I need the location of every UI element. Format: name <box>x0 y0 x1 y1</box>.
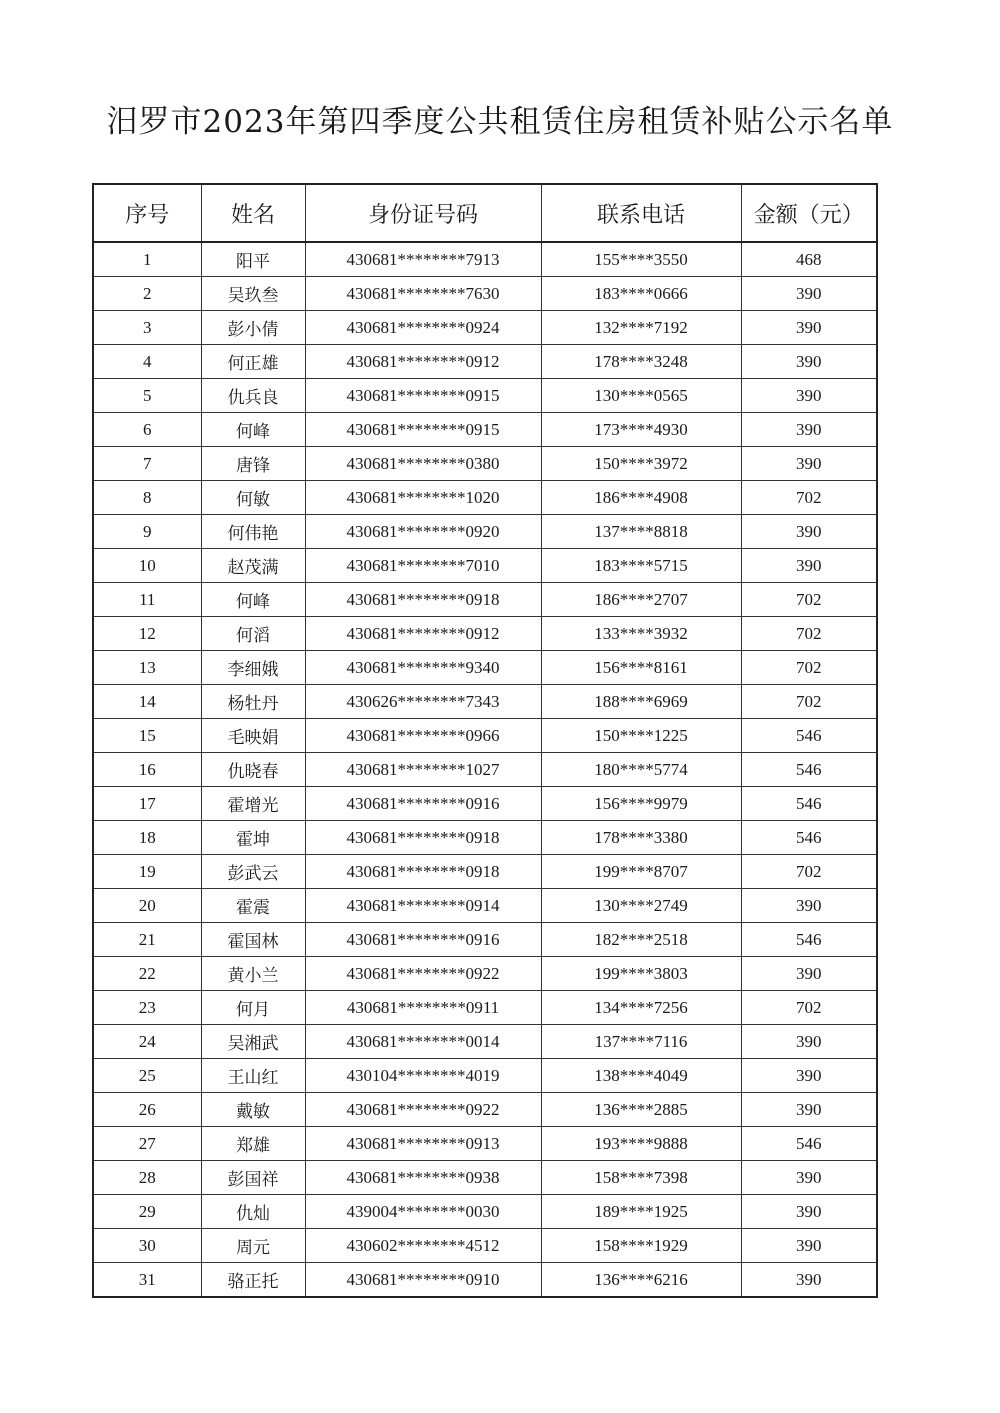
cell-id-number: 430681********0922 <box>305 957 541 991</box>
table-row <box>93 855 877 889</box>
cell-amount: 390 <box>741 515 877 549</box>
cell-name: 彭武云 <box>201 855 305 889</box>
cell-id-number: 430602********4512 <box>305 1229 541 1263</box>
cell-amount: 546 <box>741 753 877 787</box>
cell-phone: 136****2885 <box>541 1093 741 1127</box>
cell-name: 郑雄 <box>201 1127 305 1161</box>
cell-phone: 156****9979 <box>541 787 741 821</box>
cell-id-number: 430681********0966 <box>305 719 541 753</box>
table-row <box>93 583 877 617</box>
cell-index: 23 <box>93 991 201 1025</box>
table-row <box>93 1161 877 1195</box>
cell-index: 9 <box>93 515 201 549</box>
cell-phone: 138****4049 <box>541 1059 741 1093</box>
cell-id-number: 430681********7630 <box>305 277 541 311</box>
cell-amount: 702 <box>741 617 877 651</box>
cell-index: 1 <box>93 242 201 277</box>
cell-name: 仇兵良 <box>201 379 305 413</box>
cell-index: 8 <box>93 481 201 515</box>
cell-amount: 390 <box>741 379 877 413</box>
cell-amount: 390 <box>741 549 877 583</box>
cell-amount: 390 <box>741 1195 877 1229</box>
cell-amount: 390 <box>741 1161 877 1195</box>
cell-id-number: 430681********0913 <box>305 1127 541 1161</box>
table-row <box>93 447 877 481</box>
cell-phone: 156****8161 <box>541 651 741 685</box>
cell-amount: 546 <box>741 787 877 821</box>
cell-amount: 390 <box>741 447 877 481</box>
table-row <box>93 549 877 583</box>
cell-name: 仇灿 <box>201 1195 305 1229</box>
cell-id-number: 430681********9340 <box>305 651 541 685</box>
cell-phone: 193****9888 <box>541 1127 741 1161</box>
cell-phone: 150****3972 <box>541 447 741 481</box>
cell-name: 骆正托 <box>201 1263 305 1298</box>
cell-name: 何月 <box>201 991 305 1025</box>
header-phone: 联系电话 <box>541 184 741 242</box>
table-row <box>93 242 877 277</box>
cell-phone: 188****6969 <box>541 685 741 719</box>
cell-index: 22 <box>93 957 201 991</box>
cell-phone: 186****4908 <box>541 481 741 515</box>
cell-id-number: 430681********7010 <box>305 549 541 583</box>
cell-amount: 390 <box>741 1059 877 1093</box>
cell-phone: 199****8707 <box>541 855 741 889</box>
table-row <box>93 481 877 515</box>
cell-id-number: 430681********0911 <box>305 991 541 1025</box>
cell-amount: 390 <box>741 413 877 447</box>
table-row <box>93 651 877 685</box>
cell-index: 5 <box>93 379 201 413</box>
cell-id-number: 430681********0918 <box>305 821 541 855</box>
cell-index: 3 <box>93 311 201 345</box>
cell-index: 17 <box>93 787 201 821</box>
cell-amount: 702 <box>741 481 877 515</box>
table-row <box>93 345 877 379</box>
table-row <box>93 413 877 447</box>
cell-id-number: 430681********0914 <box>305 889 541 923</box>
cell-id-number: 430681********0910 <box>305 1263 541 1298</box>
cell-index: 31 <box>93 1263 201 1298</box>
cell-phone: 133****3932 <box>541 617 741 651</box>
cell-phone: 137****7116 <box>541 1025 741 1059</box>
cell-index: 30 <box>93 1229 201 1263</box>
table-row <box>93 821 877 855</box>
header-id-number: 身份证号码 <box>305 184 541 242</box>
cell-name: 周元 <box>201 1229 305 1263</box>
cell-name: 何峰 <box>201 583 305 617</box>
cell-phone: 180****5774 <box>541 753 741 787</box>
cell-phone: 158****7398 <box>541 1161 741 1195</box>
cell-index: 24 <box>93 1025 201 1059</box>
cell-name: 杨牡丹 <box>201 685 305 719</box>
cell-phone: 183****5715 <box>541 549 741 583</box>
cell-phone: 132****7192 <box>541 311 741 345</box>
cell-id-number: 430681********0014 <box>305 1025 541 1059</box>
header-index: 序号 <box>93 184 201 242</box>
cell-name: 霍增光 <box>201 787 305 821</box>
table-row <box>93 1229 877 1263</box>
cell-amount: 702 <box>741 651 877 685</box>
cell-index: 19 <box>93 855 201 889</box>
cell-name: 何伟艳 <box>201 515 305 549</box>
cell-phone: 158****1929 <box>541 1229 741 1263</box>
cell-id-number: 430104********4019 <box>305 1059 541 1093</box>
cell-amount: 390 <box>741 1025 877 1059</box>
cell-phone: 173****4930 <box>541 413 741 447</box>
cell-id-number: 439004********0030 <box>305 1195 541 1229</box>
cell-index: 28 <box>93 1161 201 1195</box>
document-title: 汨罗市2023年第四季度公共租赁住房租赁补贴公示名单 <box>106 104 894 140</box>
table-row <box>93 1059 877 1093</box>
cell-name: 李细娥 <box>201 651 305 685</box>
cell-phone: 178****3380 <box>541 821 741 855</box>
cell-id-number: 430681********0912 <box>305 617 541 651</box>
table-row <box>93 957 877 991</box>
cell-id-number: 430626********7343 <box>305 685 541 719</box>
cell-id-number: 430681********0380 <box>305 447 541 481</box>
cell-id-number: 430681********7913 <box>305 242 541 277</box>
cell-index: 15 <box>93 719 201 753</box>
cell-name: 彭小倩 <box>201 311 305 345</box>
cell-name: 王山红 <box>201 1059 305 1093</box>
cell-index: 20 <box>93 889 201 923</box>
cell-amount: 390 <box>741 345 877 379</box>
cell-index: 25 <box>93 1059 201 1093</box>
table-row <box>93 787 877 821</box>
table-row <box>93 719 877 753</box>
cell-id-number: 430681********0920 <box>305 515 541 549</box>
cell-amount: 390 <box>741 1093 877 1127</box>
cell-name: 何正雄 <box>201 345 305 379</box>
cell-phone: 182****2518 <box>541 923 741 957</box>
cell-amount: 546 <box>741 821 877 855</box>
cell-id-number: 430681********0922 <box>305 1093 541 1127</box>
cell-amount: 390 <box>741 311 877 345</box>
cell-id-number: 430681********1020 <box>305 481 541 515</box>
cell-index: 10 <box>93 549 201 583</box>
cell-amount: 390 <box>741 889 877 923</box>
cell-id-number: 430681********0918 <box>305 855 541 889</box>
cell-index: 6 <box>93 413 201 447</box>
cell-index: 13 <box>93 651 201 685</box>
cell-index: 26 <box>93 1093 201 1127</box>
cell-phone: 150****1225 <box>541 719 741 753</box>
cell-id-number: 430681********0924 <box>305 311 541 345</box>
table-row <box>93 1195 877 1229</box>
cell-name: 戴敏 <box>201 1093 305 1127</box>
table-row <box>93 1127 877 1161</box>
cell-name: 阳平 <box>201 242 305 277</box>
cell-name: 何敏 <box>201 481 305 515</box>
cell-amount: 546 <box>741 719 877 753</box>
cell-phone: 130****2749 <box>541 889 741 923</box>
table-row <box>93 617 877 651</box>
cell-id-number: 430681********0916 <box>305 923 541 957</box>
cell-amount: 468 <box>741 242 877 277</box>
cell-phone: 155****3550 <box>541 242 741 277</box>
cell-id-number: 430681********0918 <box>305 583 541 617</box>
cell-amount: 702 <box>741 991 877 1025</box>
cell-index: 27 <box>93 1127 201 1161</box>
cell-amount: 702 <box>741 685 877 719</box>
cell-index: 2 <box>93 277 201 311</box>
cell-name: 彭国祥 <box>201 1161 305 1195</box>
cell-amount: 390 <box>741 957 877 991</box>
cell-name: 唐锋 <box>201 447 305 481</box>
cell-id-number: 430681********0915 <box>305 413 541 447</box>
cell-name: 赵茂满 <box>201 549 305 583</box>
cell-id-number: 430681********0912 <box>305 345 541 379</box>
cell-phone: 186****2707 <box>541 583 741 617</box>
cell-name: 何滔 <box>201 617 305 651</box>
table-row <box>93 277 877 311</box>
table-row <box>93 923 877 957</box>
cell-phone: 136****6216 <box>541 1263 741 1298</box>
cell-name: 霍坤 <box>201 821 305 855</box>
cell-phone: 189****1925 <box>541 1195 741 1229</box>
cell-index: 7 <box>93 447 201 481</box>
cell-amount: 546 <box>741 923 877 957</box>
table-row <box>93 1263 877 1298</box>
cell-name: 霍国林 <box>201 923 305 957</box>
table-header-row <box>93 184 877 242</box>
cell-name: 霍震 <box>201 889 305 923</box>
header-amount: 金额（元） <box>741 184 877 242</box>
table-row <box>93 379 877 413</box>
cell-amount: 390 <box>741 1263 877 1298</box>
cell-phone: 137****8818 <box>541 515 741 549</box>
cell-index: 12 <box>93 617 201 651</box>
cell-index: 14 <box>93 685 201 719</box>
cell-amount: 390 <box>741 1229 877 1263</box>
subsidy-table <box>92 183 878 1298</box>
table-row <box>93 889 877 923</box>
table-row <box>93 1093 877 1127</box>
header-name: 姓名 <box>201 184 305 242</box>
cell-amount: 390 <box>741 277 877 311</box>
cell-name: 吴玖叁 <box>201 277 305 311</box>
cell-name: 吴湘武 <box>201 1025 305 1059</box>
cell-name: 何峰 <box>201 413 305 447</box>
table-row <box>93 685 877 719</box>
cell-index: 21 <box>93 923 201 957</box>
cell-id-number: 430681********1027 <box>305 753 541 787</box>
cell-index: 16 <box>93 753 201 787</box>
cell-index: 4 <box>93 345 201 379</box>
cell-phone: 183****0666 <box>541 277 741 311</box>
cell-phone: 130****0565 <box>541 379 741 413</box>
cell-phone: 178****3248 <box>541 345 741 379</box>
table-row <box>93 515 877 549</box>
table-row <box>93 311 877 345</box>
cell-phone: 199****3803 <box>541 957 741 991</box>
cell-amount: 546 <box>741 1127 877 1161</box>
cell-amount: 702 <box>741 855 877 889</box>
cell-phone: 134****7256 <box>541 991 741 1025</box>
table-row <box>93 991 877 1025</box>
table-row <box>93 1025 877 1059</box>
cell-index: 18 <box>93 821 201 855</box>
cell-name: 毛映娟 <box>201 719 305 753</box>
cell-name: 仇晓春 <box>201 753 305 787</box>
cell-amount: 702 <box>741 583 877 617</box>
cell-index: 29 <box>93 1195 201 1229</box>
cell-id-number: 430681********0916 <box>305 787 541 821</box>
table-body <box>93 242 877 1297</box>
cell-name: 黄小兰 <box>201 957 305 991</box>
cell-id-number: 430681********0938 <box>305 1161 541 1195</box>
cell-id-number: 430681********0915 <box>305 379 541 413</box>
table-row <box>93 753 877 787</box>
cell-index: 11 <box>93 583 201 617</box>
